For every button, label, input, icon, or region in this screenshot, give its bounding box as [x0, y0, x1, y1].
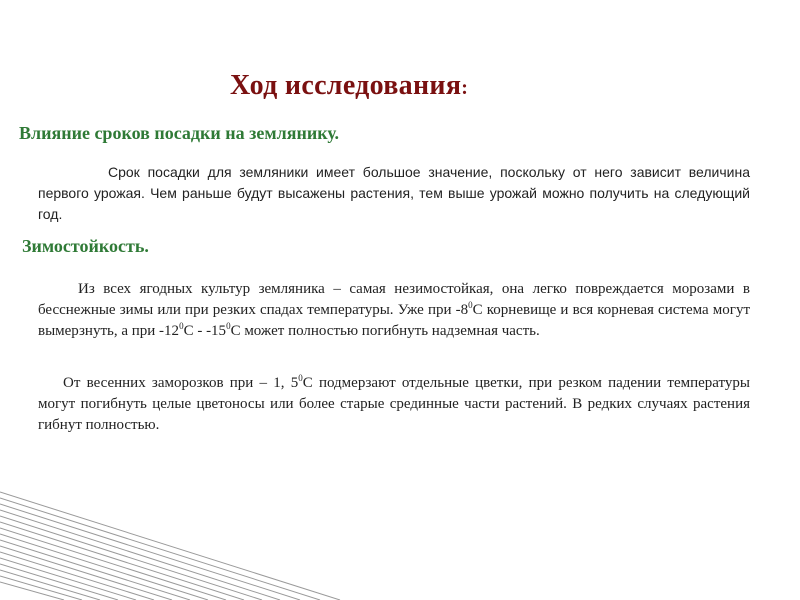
paragraph-winter-hardiness — [38, 279, 750, 342]
degree-superscript: 0 — [226, 321, 231, 331]
paragraph-planting: Срок посадки для земляники имеет большое значение, поскольку от него зависит величина первого урожая. Чем раньше будут высажены растения, тем выше урожай можно получить на следующий год. — [38, 164, 750, 222]
decorative-corner-lines — [0, 490, 800, 600]
text-segment: С - -15 — [183, 323, 227, 339]
degree-superscript: 0 — [468, 300, 473, 310]
section-heading-winter-hardiness: Зимостойкость. — [22, 236, 149, 256]
text-segment: С корневище и вся корневая система могут вымерзнуть, а при -12 — [38, 302, 750, 339]
slide-title — [230, 70, 468, 102]
text-segment: С подмерзают отдельные цветки, при резком падении температуры могут погибнуть целые цветоносы или более старые срединные части растений. В редких случаях растения гибнут полностью. — [38, 375, 750, 433]
text-segment: С может полностью погибнуть надземная часть. — [230, 323, 540, 339]
text-segment: Из всех ягодных культур земляника – самая незимостойкая, она легко повреждается морозами в бесснежные зимы или при резких спадах температуры. Уже при -8 — [38, 281, 750, 318]
degree-superscript: 0 — [179, 321, 184, 331]
section-heading-planting: Влияние сроков посадки на землянику. — [19, 123, 340, 143]
slide-title-colon: : — [461, 77, 469, 99]
paragraph-spring-frost — [38, 373, 750, 436]
text-segment: От весенних заморозков при – 1, 5 — [63, 375, 299, 391]
slide-title-text: Ход исследования — [230, 70, 462, 101]
degree-superscript: 0 — [298, 373, 303, 383]
